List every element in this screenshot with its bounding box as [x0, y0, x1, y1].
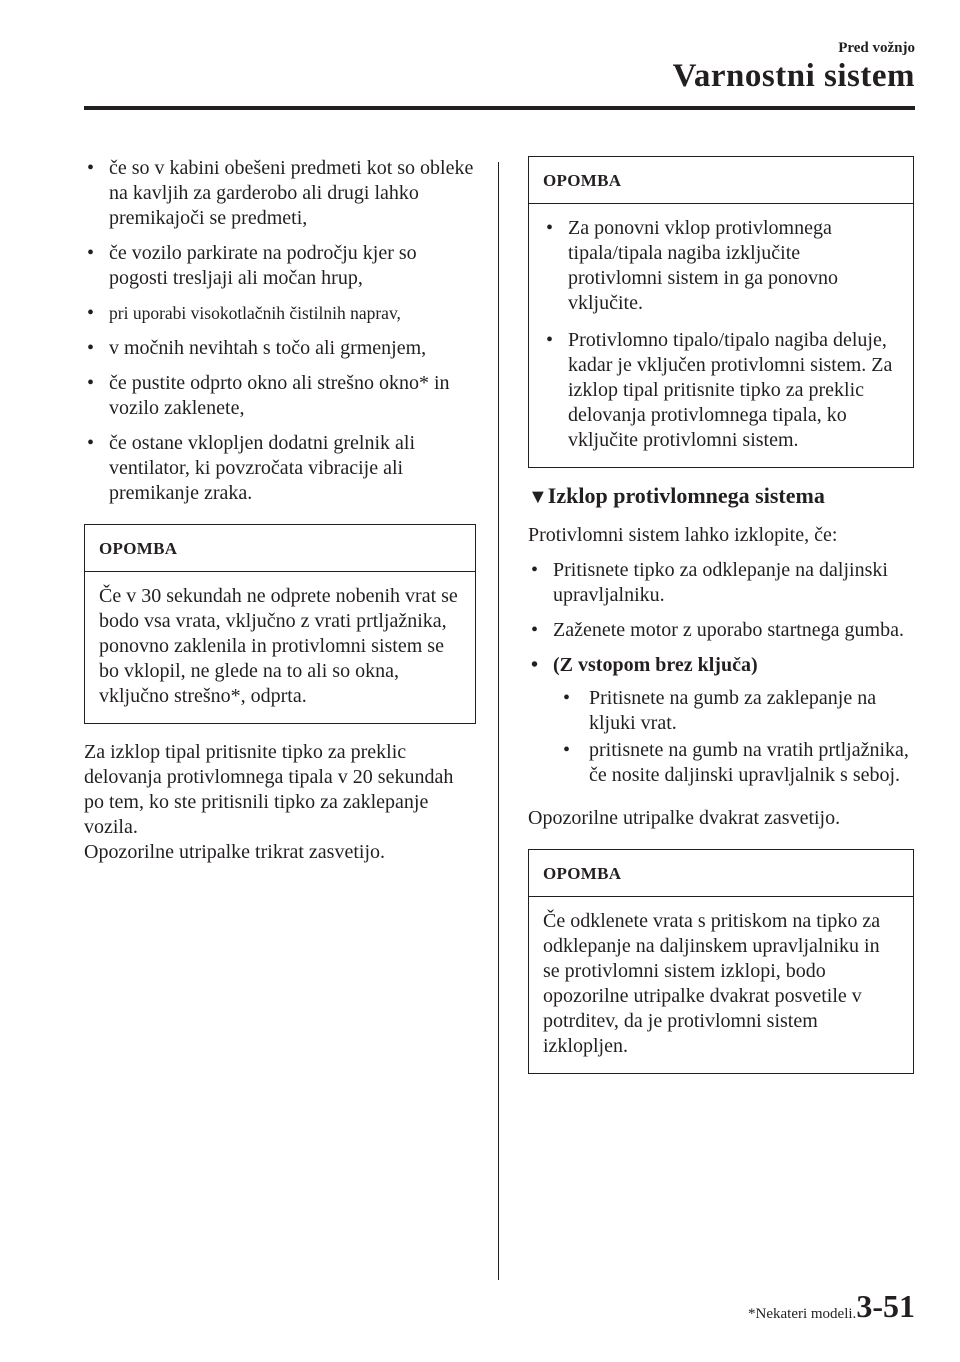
bullet-icon: • — [531, 654, 539, 676]
section-heading — [528, 482, 914, 511]
note-heading: OPOMBA — [529, 157, 913, 204]
list-item-text: Protivlomno tipalo/tipalo nagiba deluje, kadar je vključen protivlomni sistem. Za izklop tipal pritisnite tipko za preklic delovanja protivlomnega tipala, ko vključite protivlomni sistem. — [568, 329, 893, 451]
triangle-down-icon: ▼ — [528, 486, 548, 508]
list-item — [528, 618, 914, 643]
condition-list — [84, 156, 476, 506]
list-item — [84, 336, 476, 361]
bullet-icon: • — [531, 619, 539, 641]
header-rule — [84, 106, 915, 110]
body-paragraph: Za izklop tipal pritisnite tipko za preklic delovanja protivlomnega tipala v 20 sekundah po tem, ko ste pritisnili tipko za zaklepanje vozila. — [84, 741, 454, 838]
bullet-icon: • — [546, 329, 554, 351]
bullet-icon: • — [546, 217, 554, 239]
closing-text: Opozorilne utripalke dvakrat zasvetijo. — [528, 807, 841, 829]
list-item-text: če ostane vklopljen dodatni grelnik ali ventilator, ki povzročata vibracije ali premikanje zraka. — [109, 432, 416, 504]
list-item-text: če so v kabini obešeni predmeti kot so obleke na kavljih za garderobo ali drugi lahko premikajoči se predmeti, — [109, 157, 474, 229]
list-item — [84, 371, 476, 421]
list-item-text: Pritisnete tipko za odklepanje na daljinski upravljalniku. — [553, 559, 888, 606]
sub-list-item-text: pritisnete na gumb na vratih prtljažnika, če nosite daljinski upravljalnik s seboj. — [589, 739, 909, 786]
note-box — [528, 849, 914, 1074]
sub-list-item-text: Pritisnete na gumb za zaklepanje na kljuki vrat. — [589, 687, 877, 734]
note-heading: OPOMBA — [85, 525, 475, 572]
chapter-title: Varnostni sistem — [672, 58, 915, 94]
body-paragraph: Opozorilne utripalke trikrat zasvetijo. — [84, 841, 386, 863]
left-column — [84, 156, 476, 865]
bullet-icon: • — [563, 687, 571, 709]
disarm-list — [528, 558, 914, 788]
list-item — [84, 431, 476, 506]
list-item-text: v močnih nevihtah s točo ali grmenjem, — [109, 337, 427, 359]
list-item — [543, 328, 899, 453]
page-number: 3-51 — [856, 1288, 915, 1324]
list-item-text: pri uporabi visokotlačnih čistilnih naprav, — [109, 303, 401, 323]
list-item — [528, 653, 914, 788]
sub-list-item — [553, 738, 914, 788]
intro-text: Protivlomni sistem lahko izklopite, če: — [528, 524, 838, 546]
list-item — [84, 156, 476, 231]
section-label: Pred vožnjo — [838, 40, 915, 56]
list-item — [84, 241, 476, 291]
sub-list — [553, 686, 914, 788]
note-body — [529, 204, 913, 467]
section-heading-text: Izklop protivlomnega sistema — [547, 483, 825, 508]
list-item — [543, 216, 899, 316]
note-box — [528, 156, 914, 468]
list-item-text: Za ponovni vklop protivlomnega tipala/tipala nagiba izključite protivlomni sistem in ga ponovno vključite. — [568, 217, 838, 314]
note-heading: OPOMBA — [529, 850, 913, 897]
bullet-icon: • — [87, 242, 95, 264]
sub-list-item — [553, 686, 914, 736]
note-box — [84, 524, 476, 724]
note-list — [543, 216, 899, 453]
note-text: Če v 30 sekundah ne odprete nobenih vrat se bodo vsa vrata, vključno z vrati prtljažnika, ponovno zaklenila in protivlomni sistem se bo vklopil, ne glede na to ali so okna, vključno strešno*, odprta. — [99, 585, 458, 707]
bullet-icon: • — [531, 559, 539, 581]
list-item-text: če pustite odprto okno ali strešno okno* in vozilo zaklenete, — [109, 372, 450, 419]
bullet-icon: • — [563, 739, 571, 761]
column-divider — [498, 162, 499, 1280]
keyless-label: (Z vstopom brez ključa) — [553, 654, 758, 676]
bullet-icon: • — [87, 337, 95, 359]
footnote: *Nekateri modeli. — [748, 1306, 857, 1322]
list-item — [84, 301, 476, 326]
right-column — [528, 156, 914, 1074]
note-text: Če odklenete vrata s pritiskom na tipko za odklepanje na daljinskem upravljalniku in se protivlomni sistem izklopi, bodo opozorilne utripalke dvakrat posvetile v potrditev, da je protivlomni sistem izklopljen. — [543, 910, 881, 1057]
list-item — [528, 558, 914, 608]
list-item-text: Zaženete motor z uporabo startnega gumba. — [553, 619, 904, 641]
bullet-icon: • — [87, 302, 95, 324]
list-item-text: če vozilo parkirate na področju kjer so pogosti tresljaji ali močan hrup, — [109, 242, 417, 289]
bullet-icon: • — [87, 432, 95, 454]
bullet-icon: • — [87, 372, 95, 394]
bullet-icon: • — [87, 157, 95, 179]
